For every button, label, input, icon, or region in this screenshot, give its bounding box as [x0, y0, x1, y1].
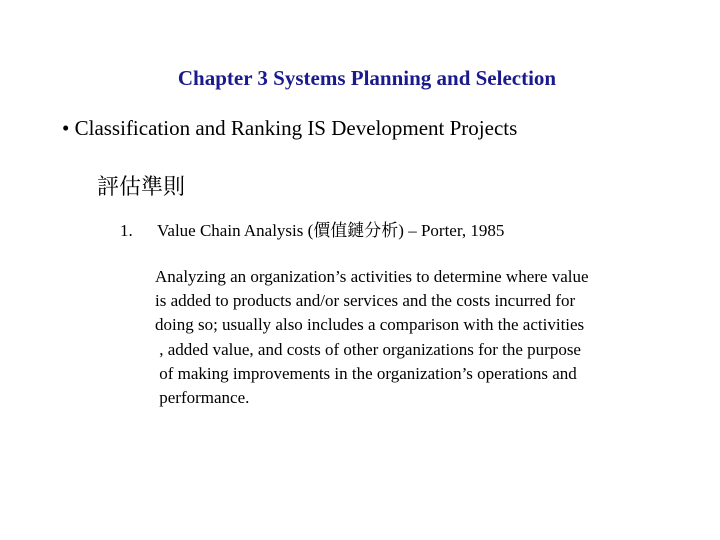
- description-line: performance.: [155, 387, 250, 407]
- item-description: [155, 265, 589, 410]
- list-item: [120, 216, 504, 241]
- description-line: , added value, and costs of other organizations for the purpose: [155, 339, 581, 359]
- item-text: Value Chain Analysis (價值鏈分析) – Porter, 1985: [157, 221, 505, 240]
- bullet-point: • Classification and Ranking IS Development Projects: [62, 116, 518, 140]
- description-line: of making improvements in the organization’s operations and: [155, 363, 577, 383]
- description-line: doing so; usually also includes a comparison with the activities: [155, 315, 585, 335]
- description-line: Analyzing an organization’s activities to determine where value: [155, 267, 589, 286]
- criteria-heading: 評估準則: [97, 174, 186, 199]
- description-line: is added to products and/or services and the costs incurred for: [155, 291, 576, 311]
- slide-title: Chapter 3 Systems Planning and Selection: [177, 66, 557, 90]
- item-number: 1.: [120, 221, 133, 240]
